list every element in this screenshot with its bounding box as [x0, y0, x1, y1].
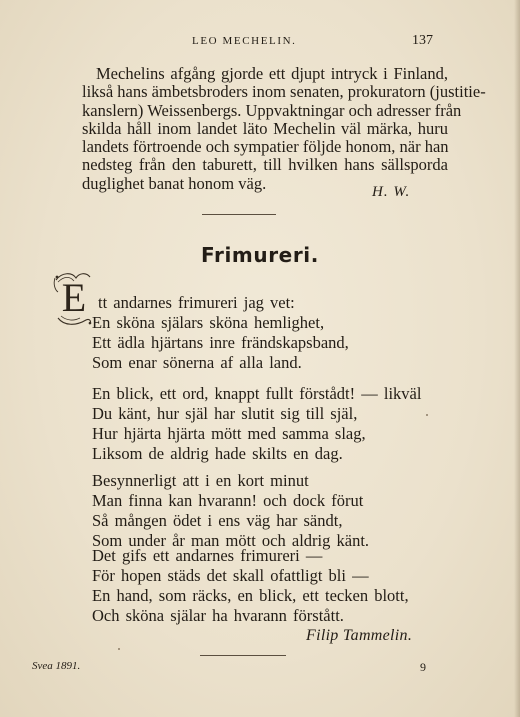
- poem-stanza: [92, 471, 462, 551]
- footer-signature-mark: Svea 1891.: [32, 660, 81, 672]
- verse-line: Liksom de aldrig hade skilts en dag.: [92, 444, 343, 463]
- prose-line: Mechelins afgång gjorde ett djupt intryck i Finland,: [96, 64, 448, 83]
- prose-line: likså hans ämbetsbroders inom senaten, prokuratorn (justitie-: [82, 82, 486, 102]
- prose-line: landets förtroende och sympatier följde honom, när han: [82, 137, 449, 157]
- drop-cap-letter: E: [61, 275, 87, 320]
- prose-line: skilda håll inom landet läto Mechelin väl märka, huru: [82, 118, 448, 138]
- verse-line: Som under år man mött och aldrig känt.: [92, 531, 370, 550]
- prose-line: duglighet banat honom väg.: [82, 173, 267, 193]
- verse-line: En sköna själars sköna hemlighet,: [92, 313, 325, 332]
- prose-line: kanslern) Weissenbergs. Uppvaktningar och adresser från: [82, 100, 462, 120]
- poem-stanza: [92, 293, 462, 373]
- verse-line: En blick, ett ord, knappt fullt förstådt! — likväl: [92, 384, 422, 403]
- poem-stanza: [92, 546, 462, 626]
- poem-signature: Filip Tammelin.: [306, 627, 413, 644]
- verse-line: Det gifs ett andarnes frimureri —: [92, 546, 323, 565]
- verse-line: Så mången ödet i ens väg har sändt,: [92, 511, 343, 530]
- poem-title: Frimureri.: [201, 243, 319, 267]
- poem-stanza: [92, 384, 462, 464]
- ornamental-drop-cap: [52, 270, 94, 328]
- verse-line: tt andarnes frimureri jag vet:: [98, 293, 295, 312]
- verse-line: Ett ädla hjärtans inre frändskapsband,: [92, 333, 349, 352]
- prose-paragraph: [82, 64, 486, 193]
- verse-line: Man finna kan hvarann! och dock förut: [92, 491, 364, 510]
- paper-speck: [118, 648, 120, 650]
- verse-line: En hand, som räcks, en blick, ett tecken blott,: [92, 586, 409, 605]
- verse-line: För hopen städs det skall ofattligt bli —: [92, 566, 369, 585]
- verse-line: Besynnerligt att i en kort minut: [92, 471, 309, 490]
- section-divider: [202, 214, 276, 215]
- prose-line: nedsteg från den taburett, till hvilken hans sällsporda: [82, 155, 448, 175]
- verse-line: Hur hjärta hjärta mött med samma slag,: [92, 424, 366, 443]
- footer-divider: [200, 655, 286, 656]
- author-initials: H. W.: [372, 184, 411, 200]
- page-number: 137: [412, 33, 433, 48]
- verse-line: Som enar sönerna af alla land.: [92, 353, 302, 372]
- page-edge-shadow: [514, 0, 520, 717]
- running-head: [0, 35, 520, 51]
- verse-line: Och sköna själar ha hvarann förstått.: [92, 606, 344, 625]
- running-head-title: LEO MECHELIN.: [192, 35, 297, 47]
- paper-speck: [426, 414, 428, 416]
- footer-sheet-number: 9: [420, 660, 426, 674]
- verse-line: Du känt, hur själ har slutit sig till själ,: [92, 404, 358, 423]
